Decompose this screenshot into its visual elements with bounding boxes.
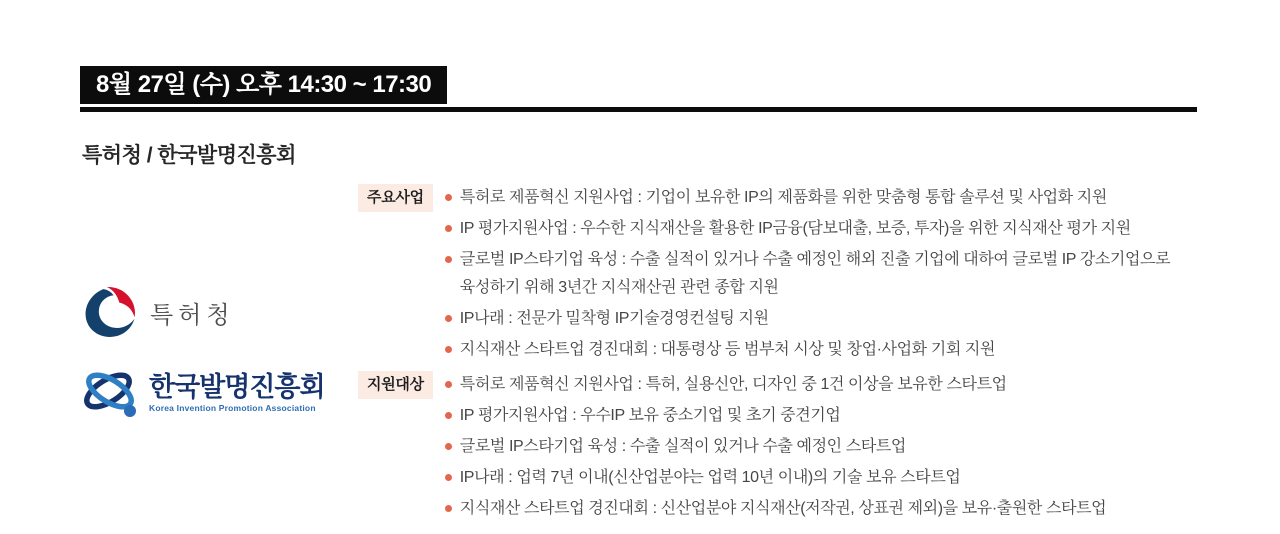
page-title: 특허청 / 한국발명진흥회 bbox=[82, 144, 296, 167]
section-eligibility bbox=[358, 371, 1185, 526]
kipo-logo bbox=[84, 286, 235, 338]
list-item: 글로벌 IP스타기업 육성 : 수출 실적이 있거나 수출 예정인 스타트업 bbox=[443, 433, 1185, 461]
list-item: IP나래 : 전문가 밀착형 IP기술경영컨설팅 지원 bbox=[443, 305, 1185, 333]
eligibility-list bbox=[443, 371, 1185, 526]
main-programs-list bbox=[443, 184, 1185, 367]
divider-rule bbox=[80, 107, 1197, 112]
event-datetime-banner bbox=[80, 66, 447, 104]
event-datetime: 8월 27일 (수) 오후 14:30 ~ 17:30 bbox=[96, 71, 432, 98]
list-item: 지식재산 스타트업 경진대회 : 대통령상 등 범부처 시상 및 창업·사업화 기회 지원 bbox=[443, 336, 1185, 364]
list-item: IP 평가지원사업 : 우수한 지식재산을 활용한 IP금융(담보대출, 보증, 투자)을 위한 지식재산 평가 지원 bbox=[443, 215, 1185, 243]
list-item: IP나래 : 업력 7년 이내(신산업분야는 업력 10년 이내)의 기술 보유 스타트업 bbox=[443, 464, 1185, 492]
list-item: 지식재산 스타트업 경진대회 : 신산업분야 지식재산(저작권, 상표권 제외)을 보유·출원한 스타트업 bbox=[443, 495, 1185, 523]
section-label-eligibility: 지원대상 bbox=[358, 371, 433, 399]
kipa-mark-icon bbox=[80, 365, 144, 421]
list-item: 특허로 제품혁신 지원사업 : 특허, 실용신안, 디자인 중 1건 이상을 보유한 스타트업 bbox=[443, 371, 1185, 399]
kipa-logo-subtitle: Korea Invention Promotion Association bbox=[149, 403, 316, 414]
section-main-programs bbox=[358, 184, 1185, 367]
kipa-logo bbox=[80, 365, 325, 421]
kipo-logo-text: 특허청 bbox=[150, 301, 235, 329]
kipo-emblem-icon bbox=[84, 286, 136, 338]
kipa-logo-text: 한국발명진흥회 bbox=[149, 371, 325, 402]
list-item: 글로벌 IP스타기업 육성 : 수출 실적이 있거나 수출 예정인 해외 진출 기업에 대하여 글로벌 IP 강소기업으로 육성하기 위해 3년간 지식재산권 관련 종합 지원 bbox=[443, 246, 1185, 302]
list-item: IP 평가지원사업 : 우수IP 보유 중소기업 및 초기 중견기업 bbox=[443, 402, 1185, 430]
section-label-main-programs: 주요사업 bbox=[358, 184, 433, 212]
list-item: 특허로 제품혁신 지원사업 : 기업이 보유한 IP의 제품화를 위한 맞춤형 통합 솔루션 및 사업화 지원 bbox=[443, 184, 1185, 212]
